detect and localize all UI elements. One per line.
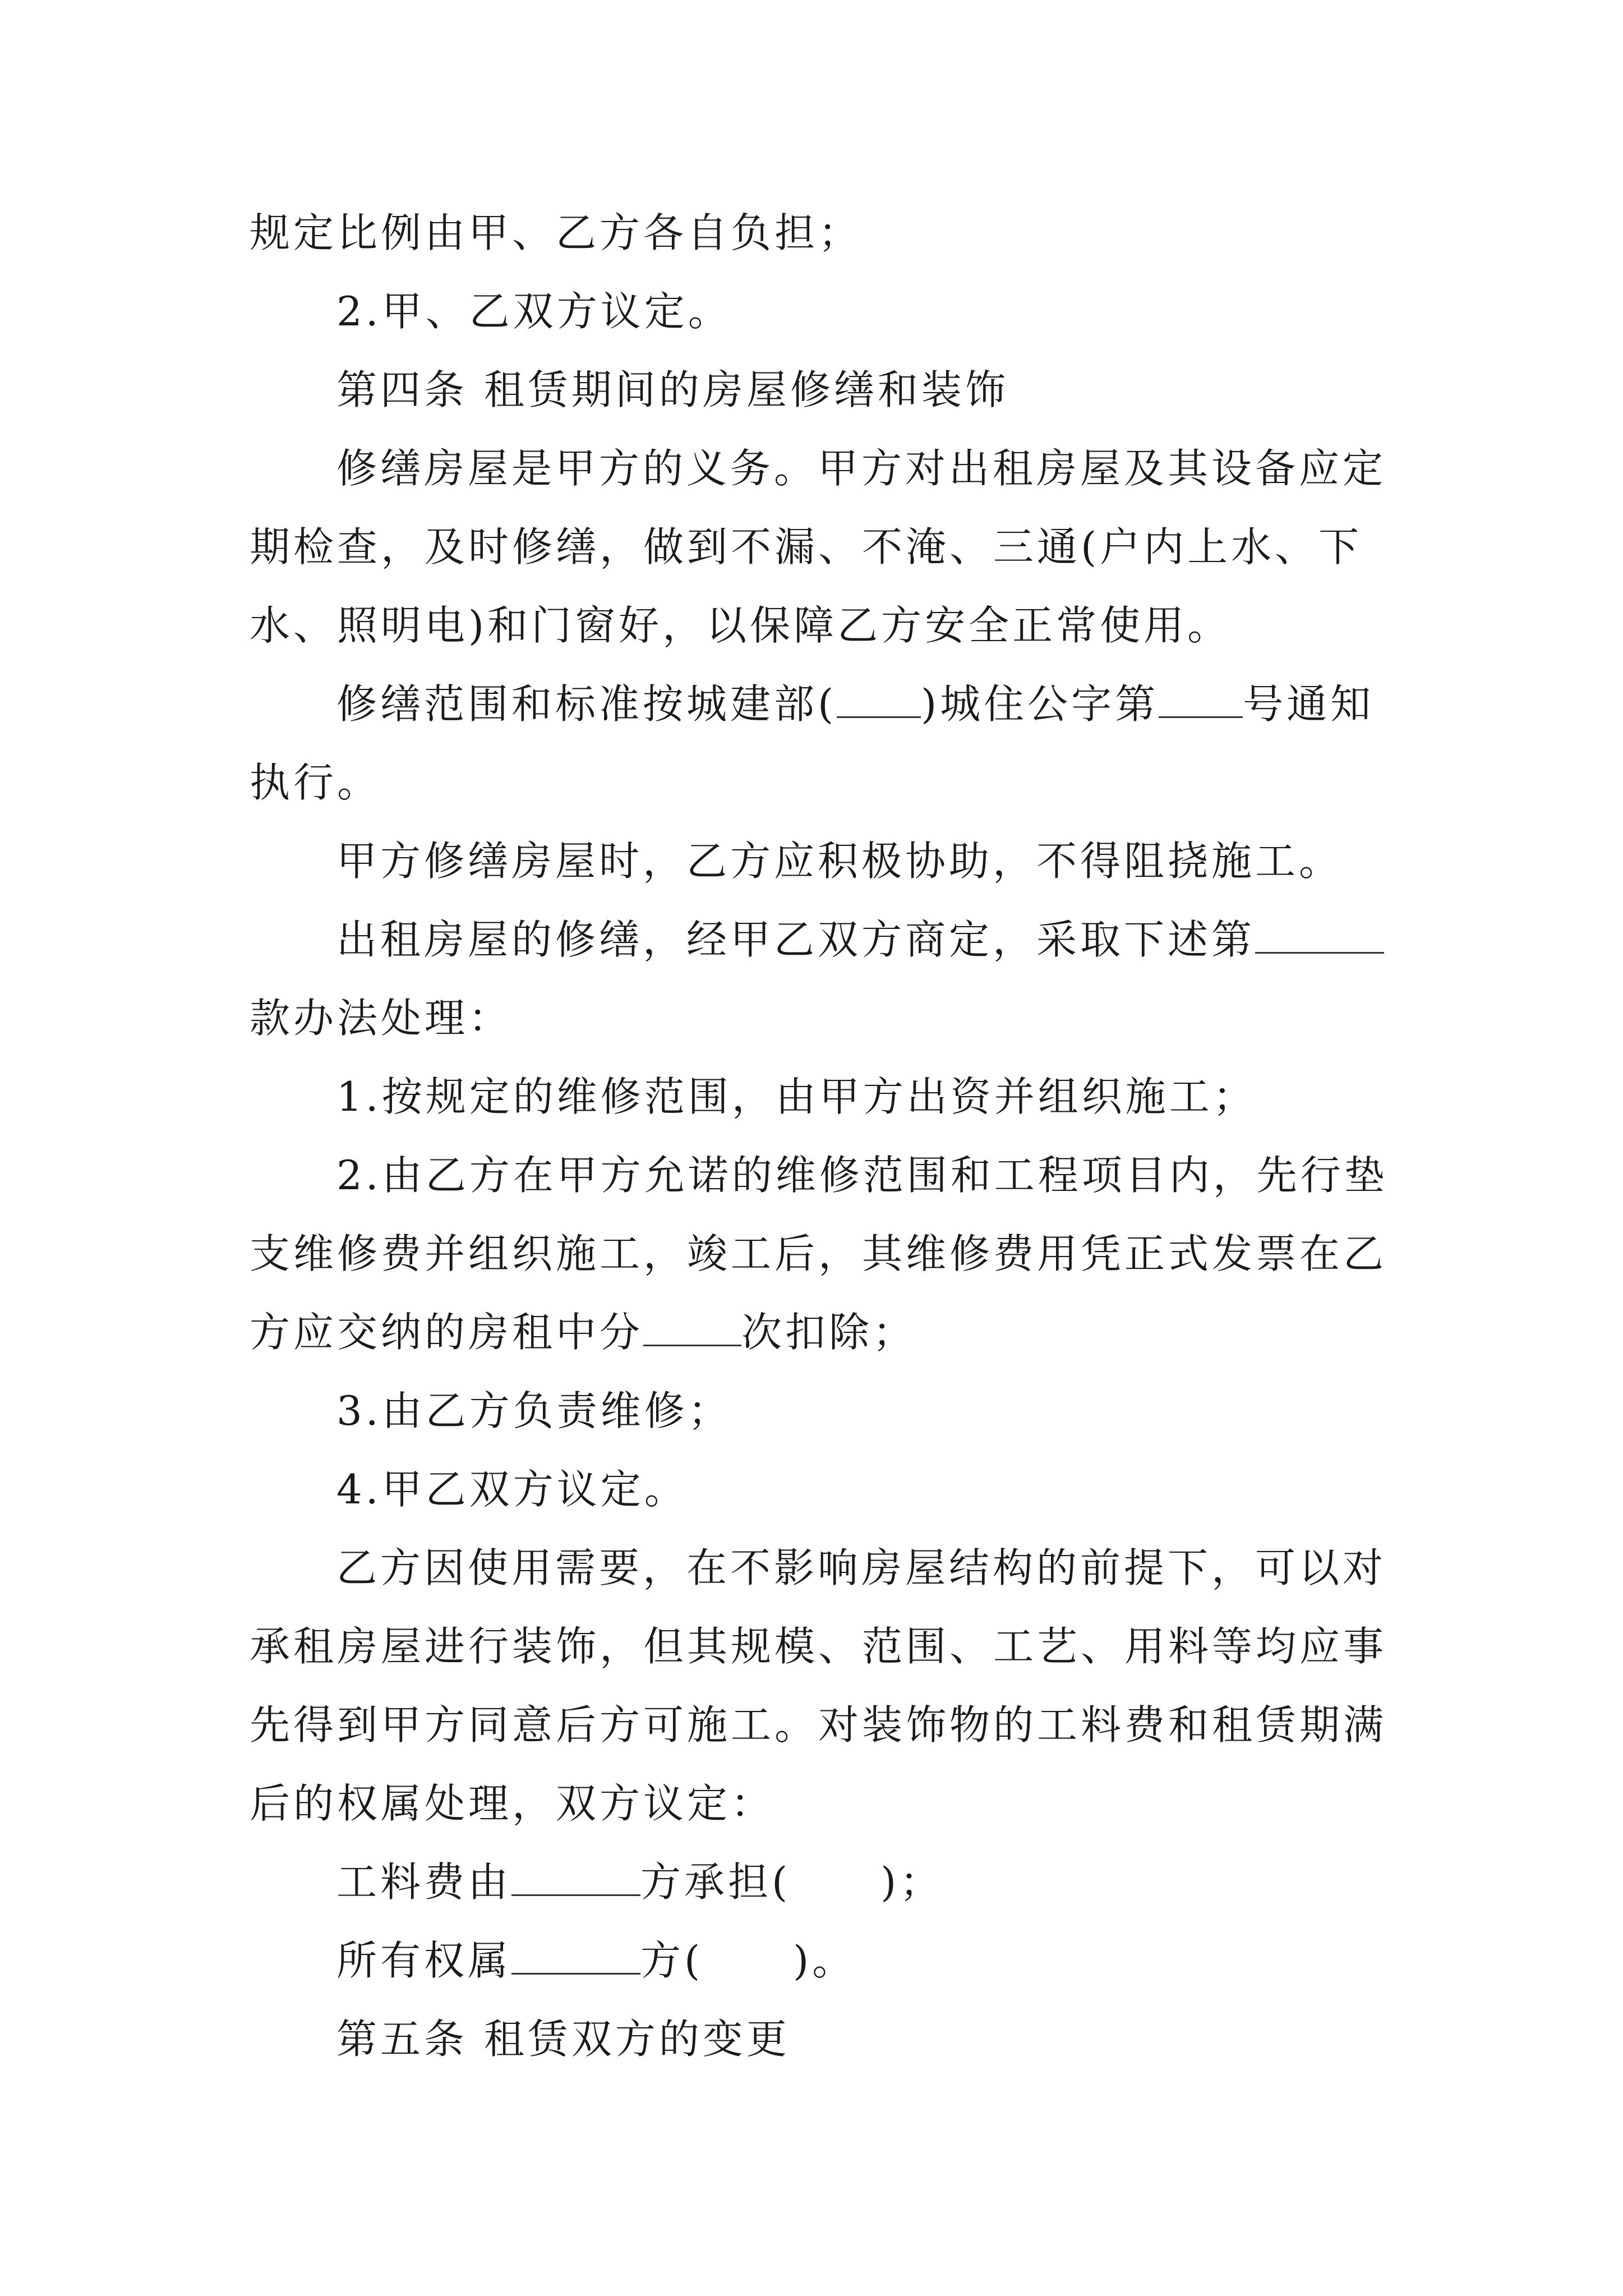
line-text: 支维修费并组织施工，竣工后，其维修费用凭正式发票在乙 (250, 1230, 1387, 1277)
line-text: 执行。 (250, 759, 381, 806)
text-line (0, 199, 1623, 266)
text-line (0, 435, 1623, 502)
line-text: 第五条 租赁双方的变更 (336, 2016, 790, 2063)
text-line (0, 1063, 1623, 1130)
article-heading (0, 2005, 1623, 2073)
fill-blank[interactable] (1159, 683, 1243, 718)
line-text: 后的权属处理，双方议定： (250, 1780, 775, 1827)
line-text: 2.甲、乙双方议定。 (336, 288, 732, 335)
line-text: 承租房屋进行装饰，但其规模、范围、工艺、用料等均应事 (250, 1623, 1387, 1670)
text-line (0, 670, 1623, 738)
line-text: )。 (793, 1937, 856, 1984)
line-text: 1.按规定的维修范围，由甲方出资并组织施工； (336, 1073, 1257, 1120)
line-text: 次扣除； (741, 1309, 917, 1356)
line-text: 先得到甲方同意后方可施工。对装饰物的工料费和租赁期满 (250, 1701, 1387, 1749)
text-line (0, 1377, 1623, 1444)
line-text: 乙方因使用需要，在不影响房屋结构的前提下，可以对 (336, 1544, 1387, 1591)
line-text: 出租房屋的修缮，经甲乙双方商定，采取下述第 (336, 916, 1256, 963)
text-line (0, 1691, 1623, 1759)
fill-blank[interactable] (837, 683, 921, 718)
fill-blank[interactable] (511, 1939, 640, 1975)
text-line (0, 827, 1623, 895)
article-heading (0, 356, 1623, 424)
line-text: 期检查，及时修缮，做到不漏、不淹、三通(户内上水、下 (250, 523, 1363, 570)
text-line (0, 1534, 1623, 1602)
line-text: 第四条 租赁期间的房屋修缮和装饰 (336, 366, 1009, 413)
fill-blank[interactable] (1255, 918, 1384, 954)
text-line (0, 1770, 1623, 1837)
text-line (0, 1848, 1623, 1916)
line-text: 方承担( (640, 1858, 791, 1906)
text-line (0, 1220, 1623, 1287)
fill-blank[interactable] (643, 1311, 741, 1346)
line-text: 款办法处理： (250, 995, 513, 1042)
text-line (0, 1613, 1623, 1680)
line-text: 工料费由 (336, 1858, 512, 1906)
text-line (0, 1456, 1623, 1523)
text-line (0, 1299, 1623, 1366)
line-text: 甲方修缮房屋时，乙方应积极协助，不得阻挠施工。 (336, 838, 1343, 885)
line-text: 水、照明电)和门窗好，以保障乙方安全正常使用。 (250, 602, 1232, 649)
text-line (0, 749, 1623, 816)
line-text: 号通知 (1243, 680, 1375, 728)
line-text: 2.由乙方在甲方允诺的维修范围和工程项目内，先行垫 (336, 1152, 1388, 1199)
line-text: 3.由乙方负责维修； (336, 1387, 732, 1434)
text-line (0, 1142, 1623, 1209)
fill-blank[interactable] (511, 1861, 640, 1896)
line-text: )城住公字第 (921, 680, 1159, 728)
text-line (0, 592, 1623, 659)
line-text: 方应交纳的房租中分 (250, 1309, 644, 1356)
line-text: 修缮范围和标准按城建部( (336, 680, 837, 728)
line-text: )； (880, 1858, 944, 1906)
text-line (0, 513, 1623, 581)
line-text: 所有权属 (336, 1937, 512, 1984)
text-line (0, 984, 1623, 1052)
line-text: 方( (640, 1937, 704, 1984)
line-text: 4.甲乙双方议定。 (336, 1466, 688, 1513)
text-line (0, 278, 1623, 345)
line-text: 修缮房屋是甲方的义务。甲方对出租房屋及其设备应定 (336, 445, 1387, 492)
line-text: 规定比例由甲、乙方各自负担； (250, 209, 863, 256)
text-line (0, 906, 1623, 973)
text-line (0, 1927, 1623, 1994)
